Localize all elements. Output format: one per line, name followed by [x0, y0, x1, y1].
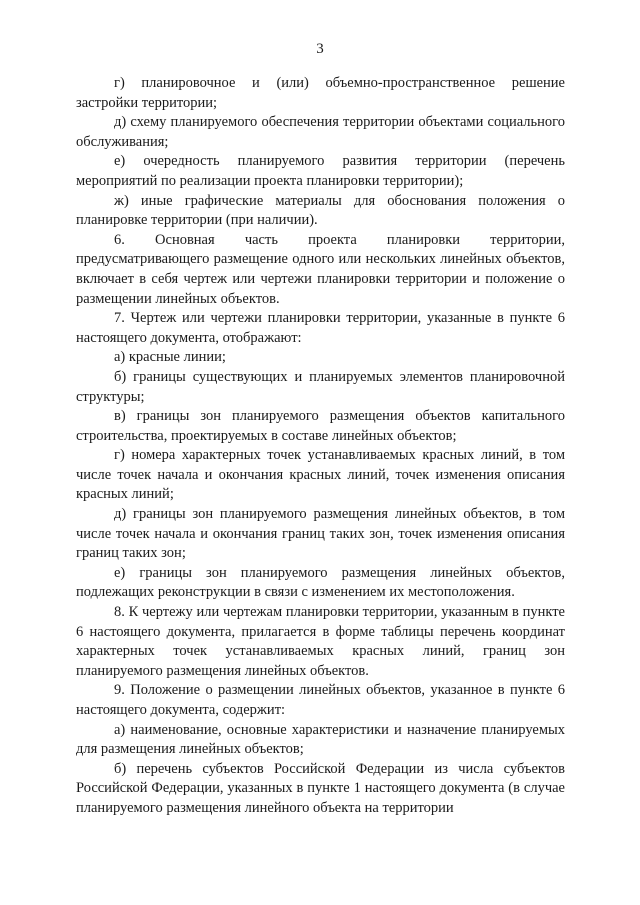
paragraph-clause-9: 9. Положение о размещении линейных объектов, указанное в пункте 6 настоящего документа, содержит: — [76, 682, 565, 718]
paragraph-item-zh: ж) иные графические материалы для обоснования положения о планировке территории (при наличии). — [76, 192, 565, 229]
paragraph-clause-8: 8. К чертежу или чертежам планировки территории, указанным в пункте 6 настоящего документа, прилагается в форме таблицы перечень координат характерных точек устанавливаемых красных линий, границ зон планируемого размещения линейных объектов. — [76, 604, 565, 679]
page-number: 3 — [316, 41, 324, 57]
paragraph-clause-7-d: д) границы зон планируемого размещения линейных объектов, в том числе точек начала и окончания границ таких зон, точек изменения описания границ таких зон; — [76, 506, 565, 562]
document-body — [76, 74, 565, 819]
paragraph-clause-7: 7. Чертеж или чертежи планировки территории, указанные в пункте 6 настоящего документа, отображают: — [76, 310, 565, 346]
paragraph-clause-9-a: а) наименование, основные характеристики и назначение планируемых для размещения линейных объектов; — [76, 721, 565, 758]
paragraph-clause-6: 6. Основная часть проекта планировки территории, предусматривающего размещение одного или нескольких линейных объектов, включает в себя чертеж или чертежи планировки территории и положение о размещении линейных объектов. — [76, 231, 565, 307]
paragraph-clause-7-a: а) красные линии; — [114, 349, 226, 366]
paragraph-item-e: е) очередность планируемого развития территории (перечень мероприятий по реализации проекта планировки территории); — [76, 153, 565, 189]
paragraph-item-g: г) планировочное и (или) объемно-пространственное решение застройки территории; — [76, 75, 565, 111]
paragraph-clause-7-e: е) границы зон планируемого размещения линейных объектов, подлежащих реконструкции в связи с изменением их местоположения. — [76, 564, 565, 601]
paragraph-clause-7-b: б) границы существующих и планируемых элементов планировочной структуры; — [76, 368, 565, 405]
paragraph-clause-7-g: г) номера характерных точек устанавливаемых красных линий, в том числе точек начала и окончания красных линий, точек изменения описания красных линий; — [76, 447, 565, 503]
paragraph-clause-7-v: в) границы зон планируемого размещения объектов капитального строительства, проектируемых в составе линейных объектов; — [76, 408, 565, 444]
paragraph-clause-9-b: б) перечень субъектов Российской Федерации из числа субъектов Российской Федерации, указанных в пункте 1 настоящего документа (в случае планируемого размещения линейного объекта на территории — [76, 760, 565, 816]
paragraph-item-d: д) схему планируемого обеспечения территории объектами социального обслуживания; — [76, 114, 565, 150]
